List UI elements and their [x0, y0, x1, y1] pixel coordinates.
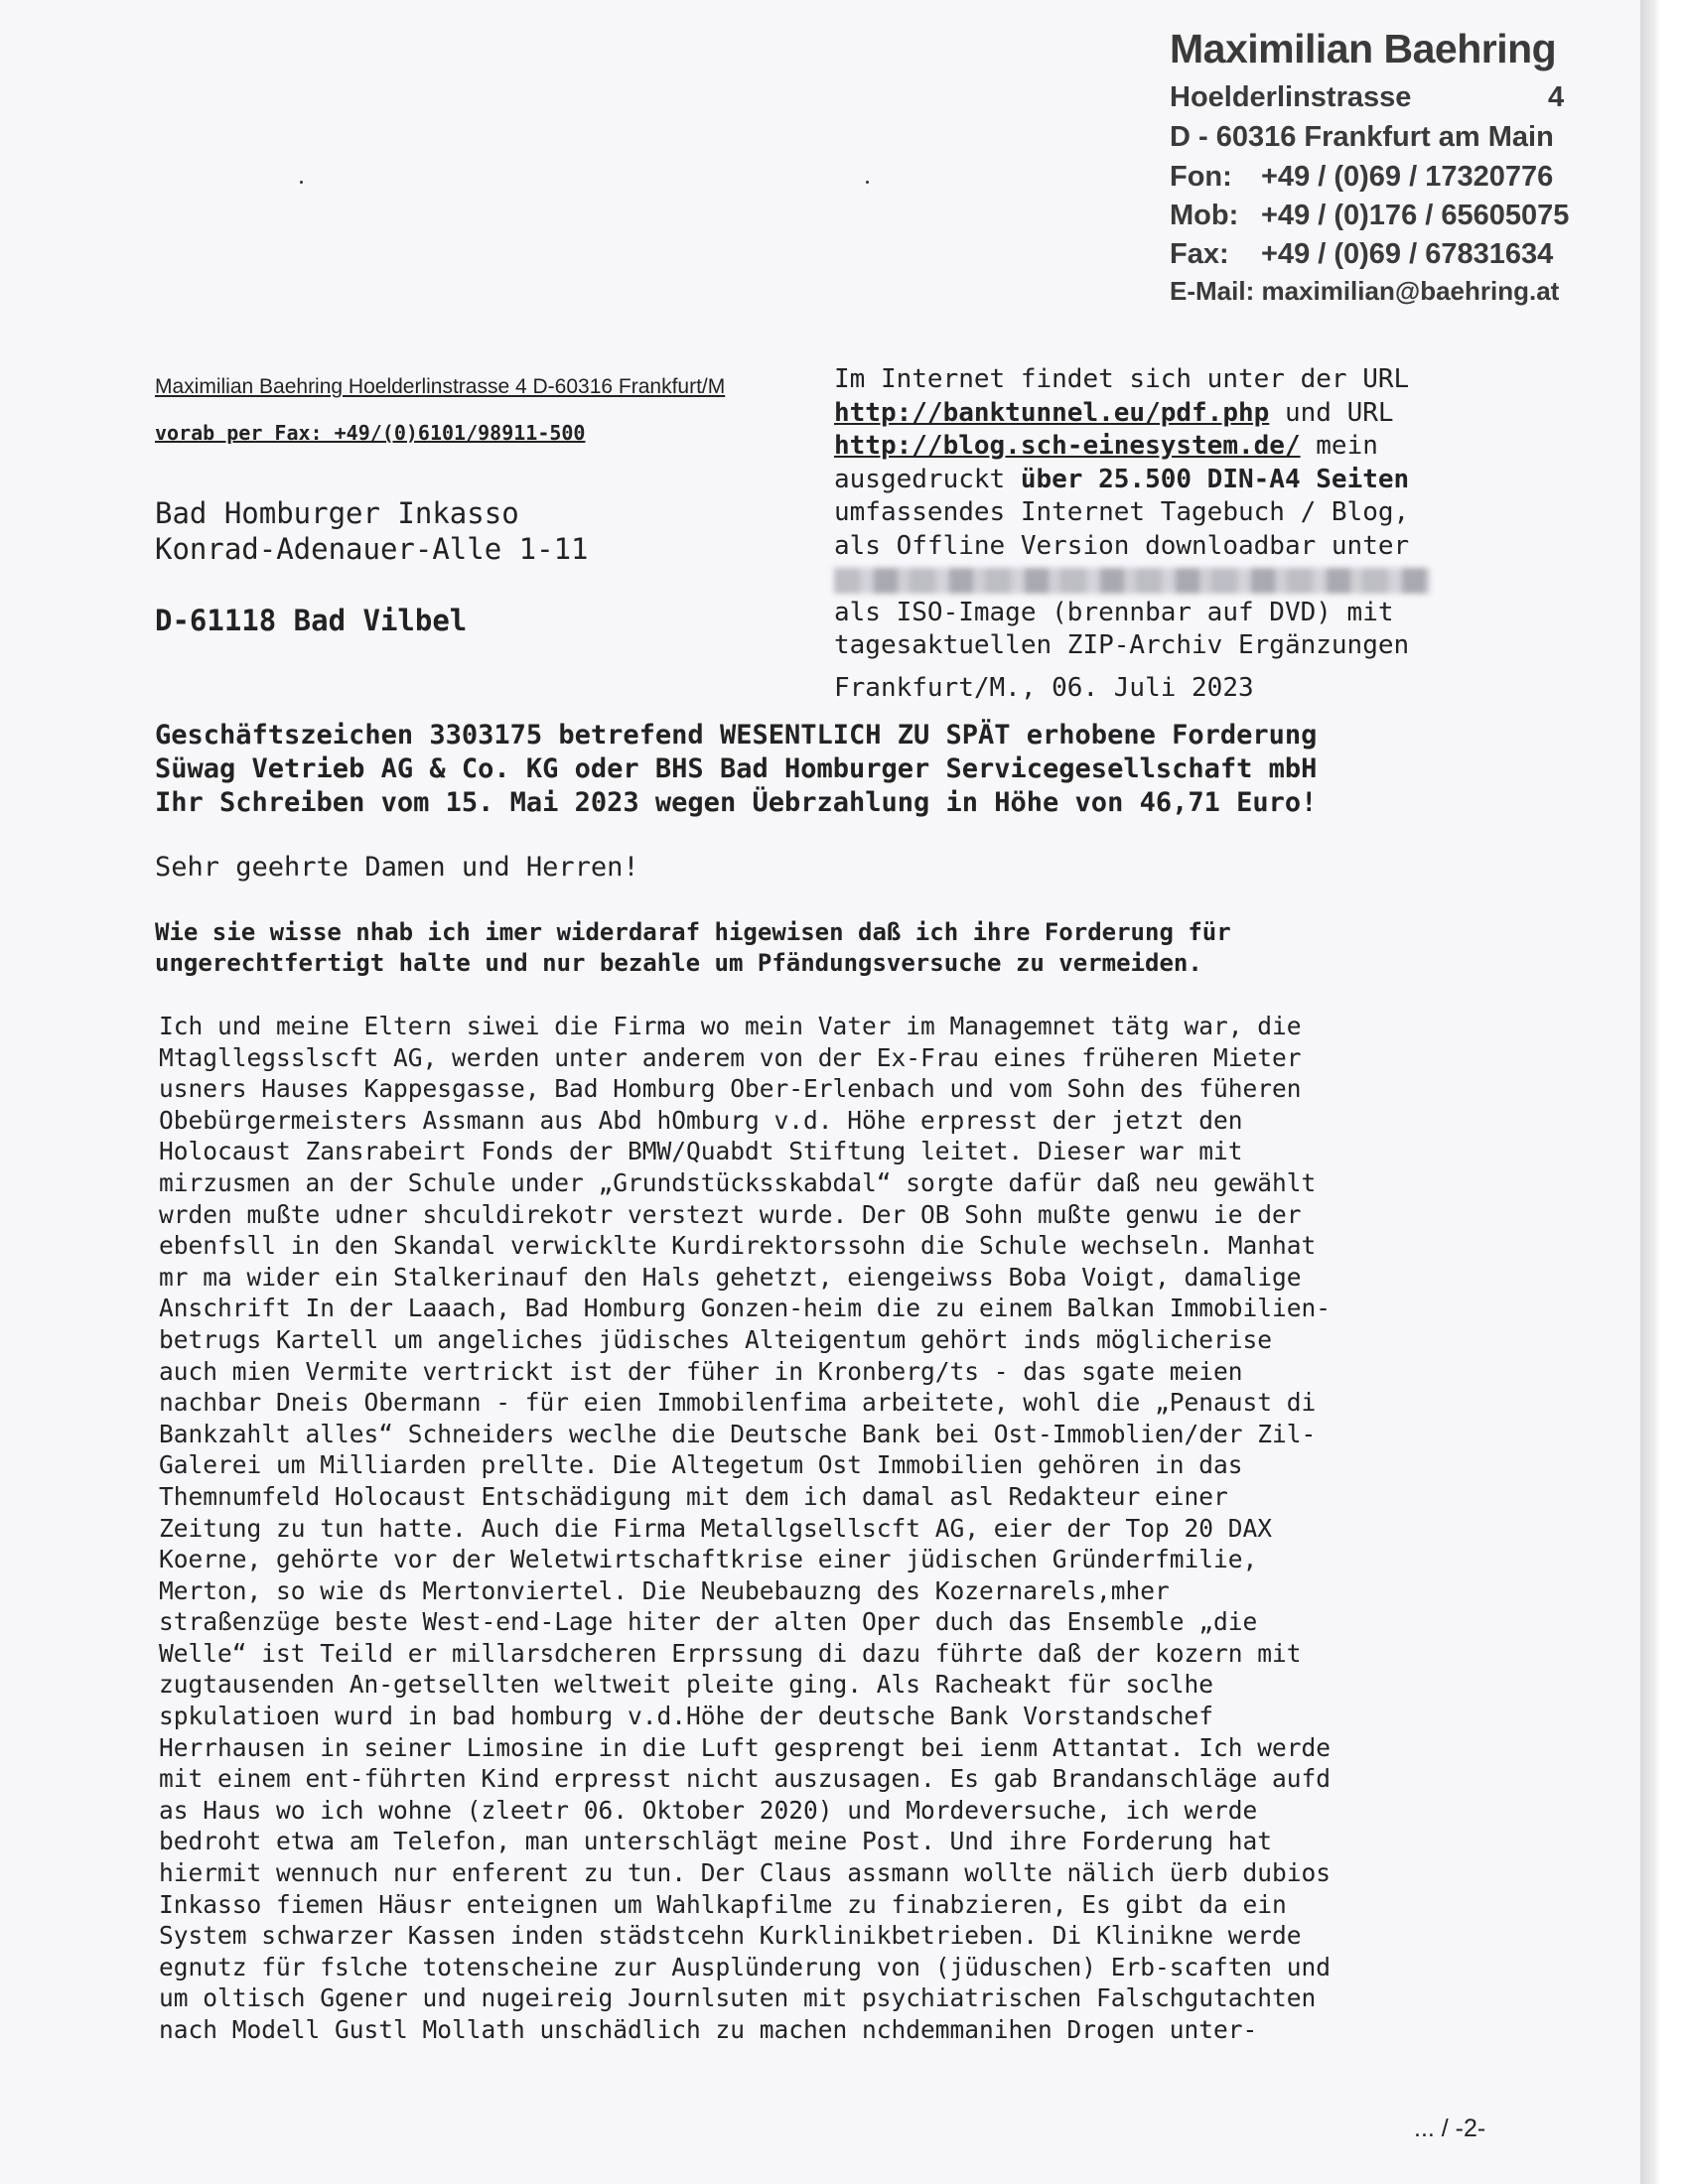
info-line: [834, 430, 1489, 464]
body-paragraph: [159, 1011, 1331, 2046]
scan-speck: [300, 181, 303, 184]
body-line: bedroht etwa am Telefon, man unterschlägt meine Post. Und ihre Forderung hat: [159, 1827, 1273, 1856]
scan-edge: [1640, 0, 1684, 2184]
subject-block: [155, 719, 1317, 820]
sender-email: E-Mail: maximilian@baehring.at: [1170, 276, 1560, 306]
body-line: Holocaust Zansrabeirt Fonds der BMW/Quabdt Stiftung leitet. Dieser war mit: [159, 1137, 1243, 1166]
mobile-number: +49 / (0)176 / 65605075: [1261, 200, 1570, 231]
page-count-highlight: über 25.500 DIN-A4 Seiten: [1020, 464, 1410, 494]
redacted-download-url: [834, 568, 1430, 594]
subject-line: Süwag Vetrieb AG & Co. KG oder BHS Bad Homburger Servicegesellschaft mbH: [155, 753, 1318, 784]
recipient-street: Konrad-Adenauer-Alle 1-11: [155, 532, 589, 566]
body-line: um oltisch Ggener und nugeireig Journlsuten mit psychiatrischen Falschgutachten: [159, 1983, 1317, 2013]
body-line: Merton, so wie ds Mertonviertel. Die Neubebauzng des Kozernarels,mher: [159, 1575, 1170, 1605]
body-line: betrugs Kartell um angeliches jüdisches Alteigentum gehört inds möglicherise: [159, 1324, 1273, 1354]
subject-line: Ihr Schreiben vom 15. Mai 2023 wegen Üebrzahlung in Höhe von 46,71 Euro!: [155, 787, 1318, 818]
info-text: mein: [1300, 431, 1378, 461]
body-line: mirzusmen an der Schule under „Grundstücksskabdal“ sorgte dafür daß neu gewählt: [159, 1167, 1317, 1197]
sender-street: Hoelderlinstrasse: [1170, 81, 1412, 113]
return-address-line: Maximilian Baehring Hoelderlinstrasse 4 D-60316 Frankfurt/M: [155, 375, 726, 398]
body-line: as Haus wo ich wohne (zleetr 06. Oktober 2020) und Mordeversuche, ich werde: [159, 1795, 1258, 1825]
mobile-label: Mob:: [1170, 200, 1239, 231]
scan-speck: [866, 181, 869, 184]
body-line: wrden mußte udner shculdirekotr verstezt wurde. Der OB Sohn mußte genwu ie der: [159, 1199, 1302, 1229]
body-line: mr ma wider ein Stalkerinauf den Hals gehetzt, eiengeiwss Boba Voigt, damalige: [159, 1262, 1302, 1292]
body-line: Themnumfeld Holocaust Entschädigung mit dem ich damal asl Redakteur einer: [159, 1481, 1228, 1511]
body-line: nachbar Dneis Obermann - für eien Immobilenfima arbeitete, wohl die „Penaust di: [159, 1388, 1317, 1418]
info-line: [834, 563, 1489, 597]
info-line: [834, 464, 1489, 497]
info-line: tagesaktuellen ZIP-Archiv Ergänzungen: [834, 630, 1410, 660]
intro-line: ungerechtfertigt halte und nur bezahle um Pfändungsversuche zu vermeiden.: [155, 949, 1202, 977]
body-line: usners Hauses Kappesgasse, Bad Homburg Ober-Erlenbach und vom Sohn des füheren: [159, 1074, 1302, 1104]
internet-info-box: [834, 363, 1489, 663]
phone-number: +49 / (0)69 / 17320776: [1261, 161, 1554, 193]
body-line: Herrhausen in seiner Limosine in die Luft gesprengt bei ienm Attantat. Ich werde: [159, 1732, 1332, 1762]
info-text: ausgedruckt: [834, 464, 1021, 494]
info-line: als ISO-Image (brennbar auf DVD) mit: [834, 597, 1394, 627]
phone-label: Fon:: [1170, 161, 1232, 193]
body-line: Ich und meine Eltern siwei die Firma wo mein Vater im Managemnet tätg war, die: [159, 1012, 1302, 1040]
info-text: und URL: [1269, 397, 1394, 428]
sender-city: D - 60316 Frankfurt am Main: [1170, 121, 1554, 153]
body-line: Koerne, gehörte vor der Weletwirtschaftkrise einer jüdischen Gründerfmilie,: [159, 1545, 1258, 1574]
body-line: System schwarzer Kassen inden städstcehn Kurklinikbetrieben. Di Klinikne werde: [159, 1921, 1302, 1951]
date-line: Frankfurt/M., 06. Juli 2023: [834, 673, 1254, 703]
info-line: Im Internet findet sich unter der URL: [834, 364, 1410, 394]
body-line: ebenfsll in den Skandal verwicklte Kurdirektorssohn die Schule wechseln. Manhat: [159, 1231, 1317, 1261]
intro-paragraph: [155, 917, 1231, 979]
fax-label: Fax:: [1170, 238, 1229, 270]
sender-name: Maximilian Baehring: [1170, 26, 1557, 71]
recipient-city: D-61118 Bad Vilbel: [155, 604, 468, 637]
url-link[interactable]: http://blog.sch-einesystem.de/: [834, 431, 1301, 461]
body-line: spkulatioen wurd in bad homburg v.d.Höhe der deutsche Bank Vorstandschef: [159, 1702, 1214, 1731]
body-line: Obebürgermeisters Assmann aus Abd hOmburg v.d. Höhe erpresst der jetzt den: [159, 1105, 1243, 1135]
fax-note: vorab per Fax: +49/(0)6101/98911-500: [155, 421, 586, 445]
url-link[interactable]: http://banktunnel.eu/pdf.php: [834, 397, 1270, 428]
salutation: Sehr geehrte Damen und Herren!: [155, 852, 639, 883]
body-line: Mtagllegsslscft AG, werden unter anderem von der Ex-Frau eines früheren Mieter: [159, 1042, 1302, 1072]
subject-line: Geschäftszeichen 3303175 betrefend WESENTLICH ZU SPÄT erhobene Forderung: [155, 720, 1318, 751]
info-line: als Offline Version downloadbar unter: [834, 530, 1410, 561]
info-line: umfassendes Internet Tagebuch / Blog,: [834, 497, 1410, 527]
recipient-name: Bad Homburger Inkasso: [155, 496, 519, 530]
body-line: nach Modell Gustl Mollath unschädlich zu machen nchdemmanihen Drogen unter-: [159, 2015, 1258, 2044]
body-line: Bankzahlt alles“ Schneiders weclhe die Deutsche Bank bei Ost-Immoblien/der Zil-: [159, 1419, 1317, 1448]
info-line: [834, 397, 1489, 431]
body-line: Galerei um Milliarden prellte. Die Altegetum Ost Immobilien gehören in das: [159, 1450, 1243, 1480]
body-line: Anschrift In der Laaach, Bad Homburg Gonzen-heim die zu einem Balkan Immobilien-: [159, 1294, 1332, 1323]
body-line: zugtausenden An-getsellten weltweit pleite ging. Als Racheakt für soclhe: [159, 1670, 1214, 1700]
page-continuation-note: ... / -2-: [1414, 2115, 1486, 2142]
body-line: hiermit wennuch nur enferent zu tun. Der Claus assmann wollte nälich üerb dubios: [159, 1858, 1332, 1888]
intro-line: Wie sie wisse nhab ich imer widerdaraf higewisen daß ich ihre Forderung für: [155, 918, 1231, 946]
body-line: mit einem ent-führten Kind erpresst nicht auszusagen. Es gab Brandanschläge aufd: [159, 1764, 1332, 1794]
body-line: Zeitung zu tun hatte. Auch die Firma Metallgsellscft AG, eier der Top 20 DAX: [159, 1513, 1273, 1543]
body-line: auch mien Vermite vertrickt ist der füher in Kronberg/ts - das sgate meien: [159, 1356, 1243, 1386]
body-line: straßenzüge beste West-end-Lage hiter der alten Oper duch das Ensemble „die: [159, 1607, 1258, 1637]
body-line: Welle“ ist Teild er millarsdcheren Erprssung di dazu führte daß der kozern mit: [159, 1638, 1302, 1668]
sender-house-number: 4: [1548, 81, 1565, 113]
body-line: egnutz für fslche totenscheine zur Ausplünderung von (jüduschen) Erb-scaften und: [159, 1952, 1332, 1981]
body-line: Inkasso fiemen Häusr enteignen um Wahlkapfilme zu finabzieren, Es gibt da ein: [159, 1889, 1287, 1919]
fax-number: +49 / (0)69 / 67831634: [1261, 238, 1554, 270]
